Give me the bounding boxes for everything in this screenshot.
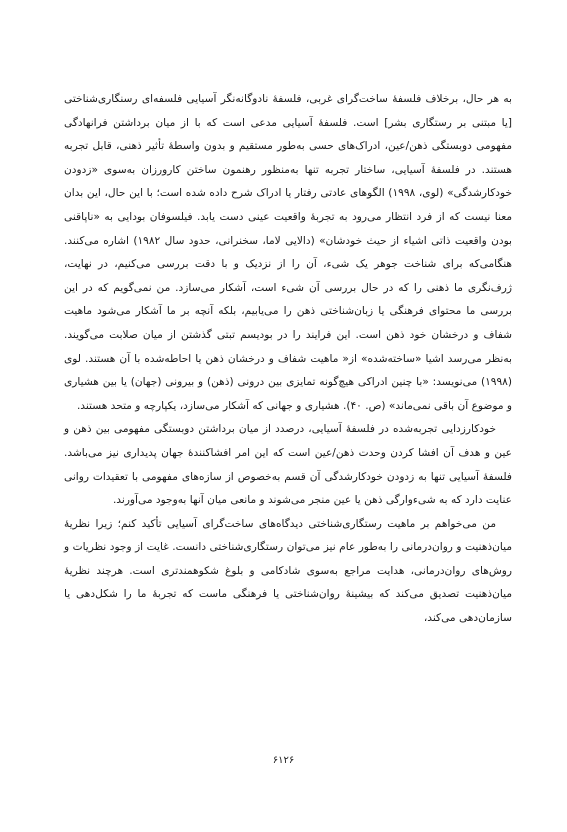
body-text bbox=[64, 88, 512, 631]
paragraph-2: خودکارزدایی تجربه‌شده در فلسفهٔ آسیایی، درصدد از میان برداشتن دوبستگی مفهومی بین ذهن و عین و هدف آن افشا کردن وحدت ذهن/عین است که این امر افشاکنندهٔ جهان پدیداری نیز می‌باشد. فلسفهٔ آسیایی تنها به زدودن خودکارشدگی آن قسم به‌خصوص از سازه‌های مفهومی با تعقیدات روانی عنایت دارد که به شیءوارگی ذهن یا عین منجر می‌شوند و مانعی میان آنها به‌وجود می‌آورند. bbox=[64, 423, 512, 507]
paragraph-3: من می‌خواهم بر ماهیت رستگاری‌شناختی دیدگاه‌های ساخت‌گرای آسیایی تأکید کنم؛ زیرا نظریهٔ میان‌ذهنیت و روان‌درمانی را به‌طور عام نیز می‌توان رستگاری‌شناختی دانست. غایت از وجود نظریات و روش‌های روان‌درمانی، هدایت مراجع به‌سوی شادکامی و بلوغ شکوهمندتری است. هرچند نظریهٔ میان‌ذهنیت تصدیق می‌کند که بیشینهٔ روان‌شناختی یا فرهنگی ماست که تجربهٔ ما را شکل‌دهی یا سازمان‌دهی می‌کند، bbox=[64, 517, 512, 625]
paragraph-1: به هر حال، برخلاف فلسفهٔ ساخت‌گرای غربی، فلسفهٔ نادوگانه‌نگر آسیایی فلسفه‌ای رسنگاری‌شناختی [یا مبتنی بر رستگاری بشر] است. فلسفهٔ آسیایی مدعی است که با از میان برداشتن فرانهادگی مفهومی دوبستگی ذهن/عین، ادراک‌های حسی به‌طور مستقیم و بدون واسطهٔ تأثیر ذهنی، قابل تجربه هستند. در فلسفهٔ آسیایی، ساختار تجربه تنها به‌منظور رهنمون ساختن کارورزان به‌سوی «زدودن خودکارشدگی» (لوی، ۱۹۹۸) الگوهای عادتی رفتار یا ادراک شرح داده شده است؛ با این حال، این بدان معنا نیست که از فرد انتظار می‌رود به تجربهٔ واقعیت عینی دست یابد. فیلسوفان بودایی به «ناپاقنی بودن واقعیت ذاتی اشیاء از حیث خودشان» (دالایی لاما، سخنرانی، حدود سال ۱۹۸۲) اشاره می‌کنند. هنگامی‌که برای شناخت جوهر یک شیء، آن را از نزدیک و با دقت بررسی می‌کنیم، در نهایت، ژرف‌نگری ما ذهنی را که در حال بررسی آن شیء است، آشکار می‌سازد. من نمی‌گویم که در این بررسی ما محتوای فرهنگی یا زبان‌شناختی ذهن را می‌یابیم، بلکه آنچه بر ما آشکار می‌شود ماهیت شفاف و درخشان خود ذهن است. این فرایند را در بودیسم تبتی گذشتن از میان صلابت می‌گویند. به‌نظر می‌رسد اشیا «ساخته‌شده» از« ماهیت شفاف و درخشان ذهن یا احاطه‌شده با آن هستند. لوی (۱۹۹۸) می‌نویسد: «با چنین ادراکی هیچ‌گونه تمایزی بین درونی (ذهن) و بیرونی (جهان) یا بین هشیاری و موضوع آن باقی نمی‌ماند» (ص. ۴۰). هشیاری و جهانی که آشکار می‌سازد، یکپارچه و متحد هستند. bbox=[64, 93, 513, 412]
page-number: ۶۱۲۶ bbox=[272, 755, 295, 766]
